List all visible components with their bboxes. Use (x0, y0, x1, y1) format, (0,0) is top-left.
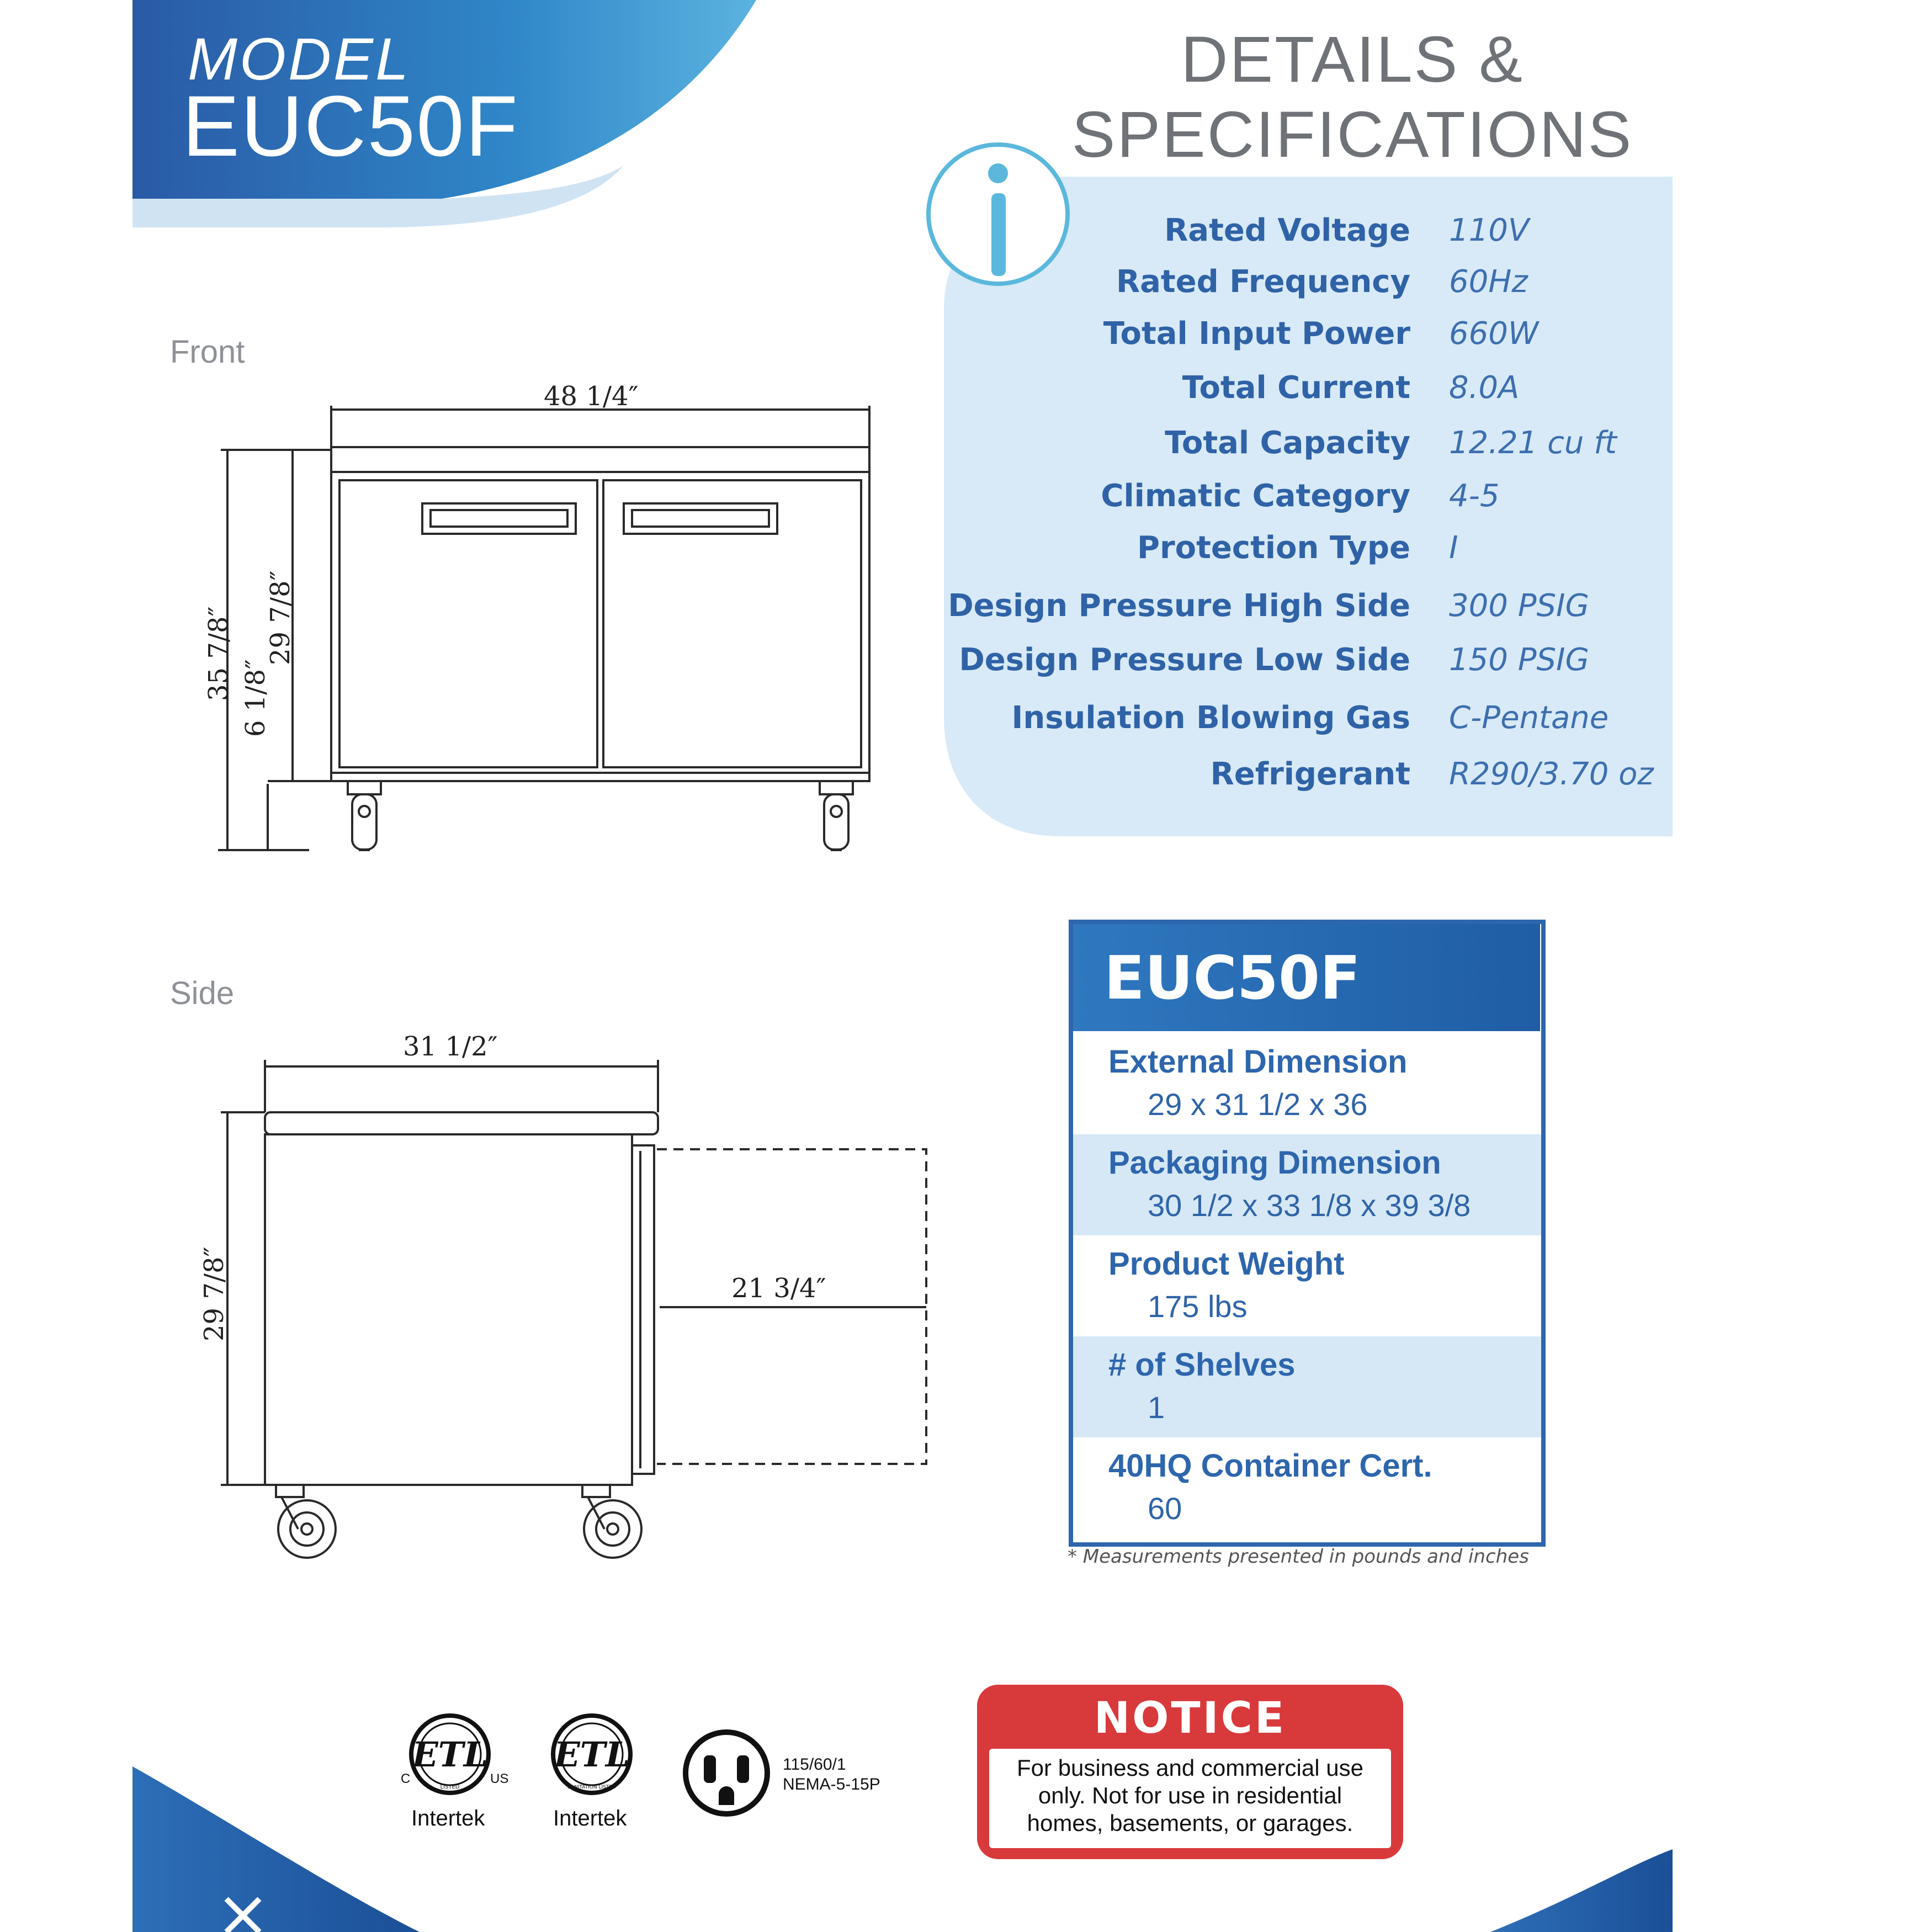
box-item-value: 60 (1148, 1491, 1182, 1526)
notice-line: only. Not for use in residential (1038, 1782, 1342, 1808)
spec-label: Insulation Blowing Gas (1011, 700, 1410, 736)
product-box-title: EUC50F (1104, 944, 1361, 1013)
spec-label: Refrigerant (1210, 756, 1410, 792)
box-item-value: 175 lbs (1148, 1289, 1248, 1324)
box-item-label: Packaging Dimension (1108, 1145, 1441, 1181)
side-door-swing-dimension: 21 3/4″ (731, 1273, 826, 1304)
measurement-footnote: * Measurements presented in pounds and inches (1068, 1546, 1529, 1568)
spec-label: Rated Voltage (1164, 213, 1410, 248)
spec-value: 12.21 cu ft (1449, 425, 1617, 461)
box-item-label: # of Shelves (1108, 1347, 1296, 1383)
front-height-body-dimension: 29 7/8″ (265, 570, 296, 665)
spec-value: C-Pentane (1449, 700, 1609, 736)
details-title-line1: DETAILS & (1181, 23, 1524, 96)
spec-value: 150 PSIG (1449, 642, 1589, 678)
front-height-caster-dimension: 6 1/8″ (240, 659, 271, 737)
spec-label: Design Pressure High Side (948, 588, 1410, 624)
spec-value: 4-5 (1449, 478, 1500, 514)
spec-value: R290/3.70 oz (1449, 756, 1654, 792)
side-height-dimension: 29 7/8″ (199, 1246, 230, 1341)
spec-label: Climatic Category (1101, 478, 1410, 514)
plug-type: NEMA-5-15P (783, 1775, 880, 1793)
front-width-dimension: 48 1/4″ (544, 381, 639, 412)
box-item-value: 1 (1148, 1390, 1165, 1425)
spec-value: 60Hz (1449, 264, 1528, 300)
spec-label: Rated Frequency (1116, 264, 1410, 300)
spec-value: 660W (1449, 316, 1539, 352)
etl-sanitation-name: Intertek (553, 1806, 627, 1830)
etl-listed-name: Intertek (411, 1806, 485, 1830)
spec-label: Protection Type (1137, 530, 1410, 566)
box-item-value: 30 1/2 x 33 1/8 x 39 3/8 (1148, 1188, 1471, 1223)
notice-line: For business and commercial use (1017, 1755, 1363, 1781)
model-word: MODEL (188, 25, 411, 92)
spec-value: 300 PSIG (1449, 588, 1589, 624)
etl-listed-ring-text: LISTED (440, 1784, 460, 1790)
spec-value: 110V (1449, 213, 1530, 248)
etl-sanitation-ring-text: SANITATION LISTED (567, 1785, 617, 1790)
spec-value: 8.0A (1449, 370, 1520, 406)
model-code: EUC50F (182, 78, 519, 174)
notice-title: NOTICE (1094, 1694, 1287, 1743)
front-height-total-dimension: 35 7/8″ (203, 606, 234, 701)
spec-label: Total Current (1182, 370, 1410, 406)
spec-label: Total Capacity (1165, 425, 1410, 461)
side-depth-dimension: 31 1/2″ (403, 1031, 498, 1062)
etl-listed-c: C (401, 1771, 411, 1786)
box-item-label: 40HQ Container Cert. (1108, 1448, 1432, 1484)
box-item-value: 29 x 31 1/2 x 36 (1148, 1087, 1368, 1122)
box-item-label: External Dimension (1108, 1044, 1408, 1080)
details-title-line2: SPECIFICATIONS (1071, 98, 1633, 171)
spec-label: Design Pressure Low Side (959, 642, 1410, 678)
etl-listed-us: US (490, 1771, 509, 1786)
etl-listed-mark: ETL (412, 1734, 488, 1775)
etl-sanitation-mark: ETL (554, 1734, 630, 1775)
front-view-label: Front (170, 334, 245, 370)
spec-label: Total Input Power (1103, 316, 1410, 352)
box-item-label: Product Weight (1108, 1246, 1345, 1282)
side-view-label: Side (170, 975, 235, 1011)
plug-rating: 115/60/1 (783, 1755, 846, 1774)
notice-body (989, 1754, 1391, 1837)
spec-value: I (1449, 530, 1458, 566)
notice-line: homes, basements, or garages. (1027, 1810, 1354, 1836)
